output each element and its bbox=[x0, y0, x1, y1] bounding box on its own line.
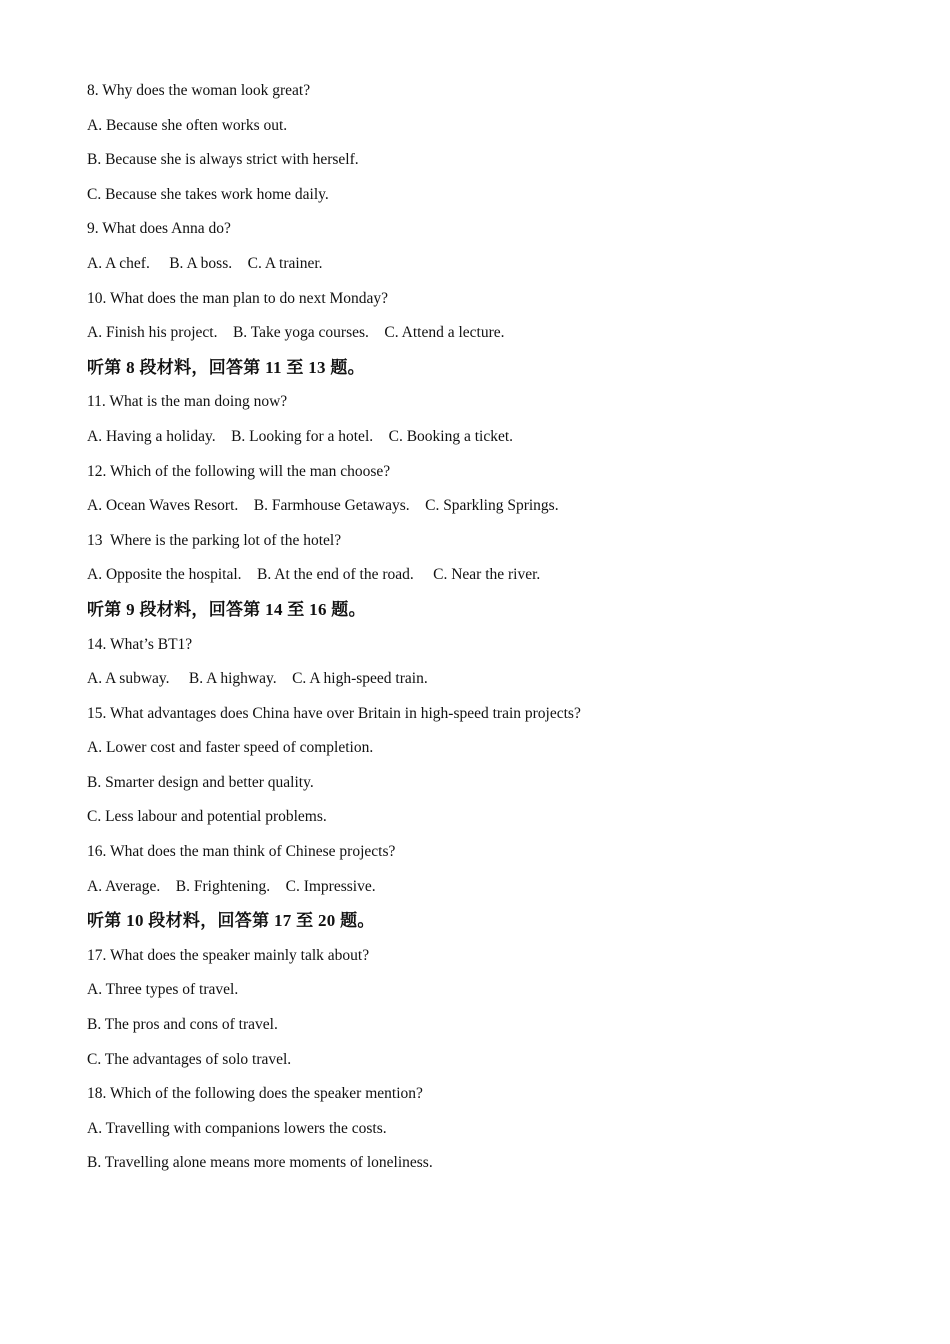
answer-options: C. Less labour and potential problems. bbox=[87, 808, 327, 826]
answer-options: B. Because she is always strict with herself. bbox=[87, 151, 359, 169]
answer-options: A. Ocean Waves Resort. B. Farmhouse Getaways. C. Sparkling Springs. bbox=[87, 497, 559, 515]
answer-options: A. Average. B. Frightening. C. Impressive. bbox=[87, 877, 376, 895]
question-text: 12. Which of the following will the man choose? bbox=[87, 462, 391, 480]
question-text: 16. What does the man think of Chinese projects? bbox=[87, 843, 396, 861]
answer-options: A. Because she often works out. bbox=[87, 116, 288, 134]
answer-options: A. Three types of travel. bbox=[87, 981, 239, 999]
answer-options: A. Finish his project. B. Take yoga courses. C. Attend a lecture. bbox=[87, 324, 505, 342]
answer-options: C. The advantages of solo travel. bbox=[87, 1050, 292, 1068]
document-page bbox=[87, 80, 887, 1187]
section-heading: 听第 10 段材料，回答第 17 至 20 题。 bbox=[87, 911, 375, 931]
answer-options: A. Having a holiday. B. Looking for a hotel. C. Booking a ticket. bbox=[87, 427, 514, 445]
answer-options: A. A subway. B. A highway. C. A high-speed train. bbox=[87, 670, 428, 688]
section-heading: 听第 9 段材料，回答第 14 至 16 题。 bbox=[87, 599, 366, 619]
answer-options: A. A chef. B. A boss. C. A trainer. bbox=[87, 254, 323, 272]
question-text: 10. What does the man plan to do next Monday? bbox=[87, 289, 389, 307]
question-text: 17. What does the speaker mainly talk about? bbox=[87, 946, 370, 964]
answer-options: A. Opposite the hospital. B. At the end of the road. C. Near the river. bbox=[87, 566, 541, 584]
question-text: 8. Why does the woman look great? bbox=[87, 82, 311, 99]
question-text: 13 Where is the parking lot of the hotel? bbox=[87, 531, 342, 549]
answer-options: A. Travelling with companions lowers the costs. bbox=[87, 1119, 387, 1137]
question-text: 11. What is the man doing now? bbox=[87, 393, 288, 411]
answer-options: C. Because she takes work home daily. bbox=[87, 185, 329, 203]
question-text: 9. What does Anna do? bbox=[87, 220, 231, 238]
answer-options: B. The pros and cons of travel. bbox=[87, 1016, 278, 1034]
answer-options: B. Smarter design and better quality. bbox=[87, 773, 314, 791]
question-text: 15. What advantages does China have over Britain in high-speed train projects? bbox=[87, 704, 581, 722]
question-text: 18. Which of the following does the speaker mention? bbox=[87, 1085, 423, 1103]
answer-options: A. Lower cost and faster speed of completion. bbox=[87, 739, 374, 757]
question-text: 14. What’s BT1? bbox=[87, 635, 193, 653]
answer-options: B. Travelling alone means more moments of loneliness. bbox=[87, 1154, 433, 1172]
section-heading: 听第 8 段材料，回答第 11 至 13 题。 bbox=[87, 357, 365, 377]
